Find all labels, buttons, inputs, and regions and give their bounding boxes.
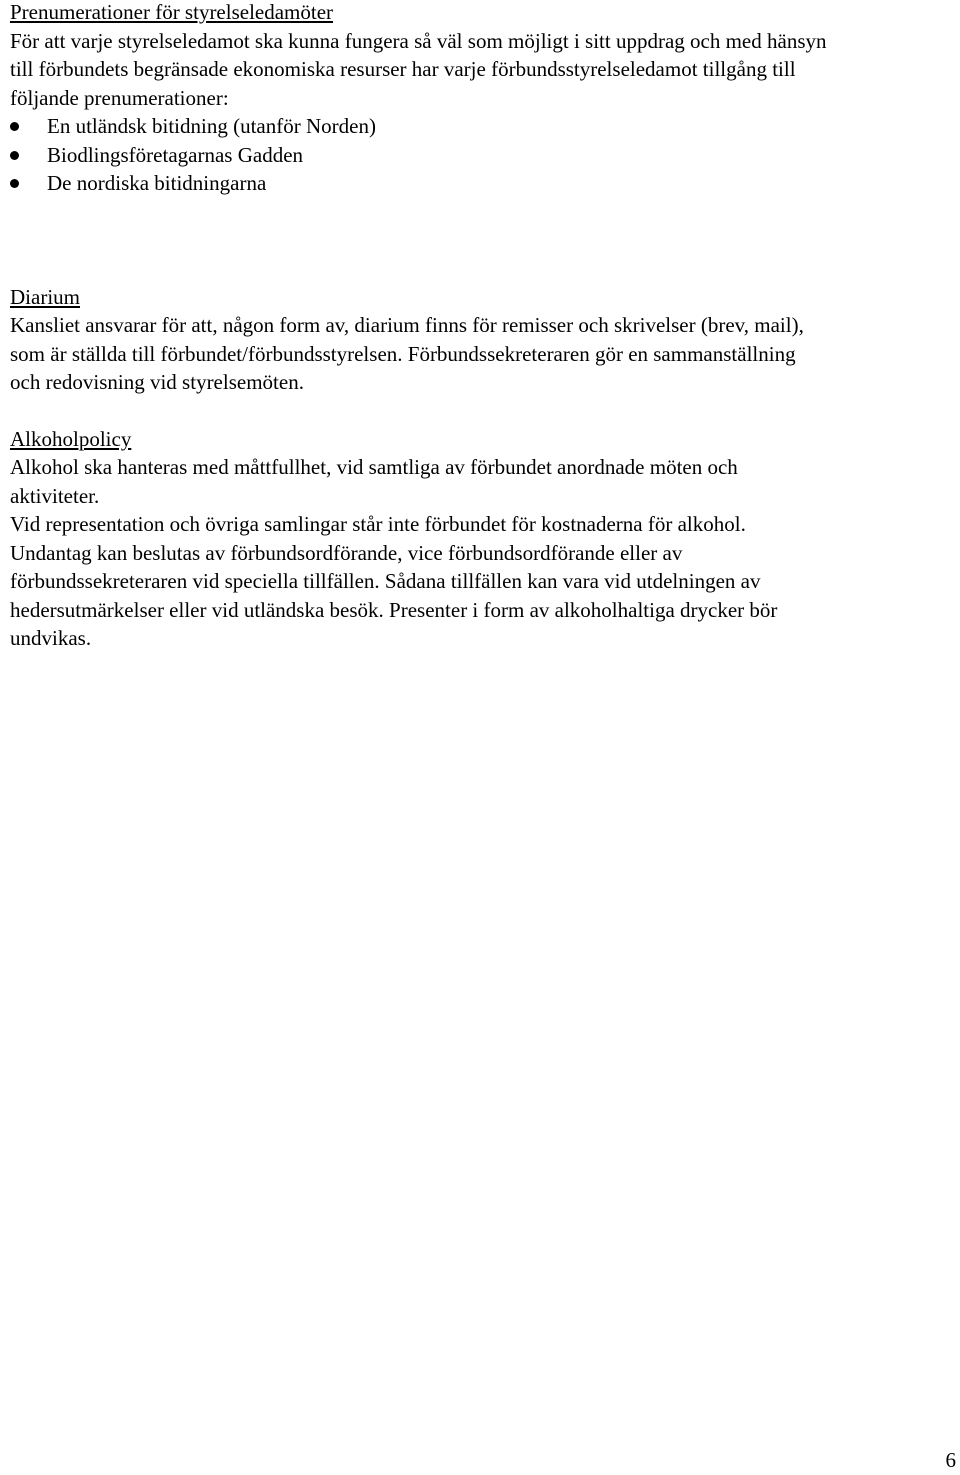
- paragraph-line: som är ställda till förbundet/förbundsstyrelsen. Förbundssekreteraren gör en sammanställning: [10, 341, 796, 366]
- paragraph-line: Kansliet ansvarar för att, någon form av, diarium finns för remisser och skrivelser (brev, mail),: [10, 313, 804, 337]
- paragraph-line: till förbundets begränsade ekonomiska resurser har varje förbundsstyrelseledamot tillgång till: [10, 57, 796, 81]
- spacer: [10, 198, 950, 283]
- section-alkoholpolicy: [10, 425, 950, 653]
- page-number: 6: [945, 1448, 956, 1472]
- paragraph-line: För att varje styrelseledamot ska kunna fungera så väl som möjligt i sitt uppdrag och med hänsyn: [10, 28, 827, 53]
- paragraph-line: och redovisning vid styrelsemöten.: [10, 370, 304, 394]
- list-item: En utländsk bitidning (utanför Norden): [10, 112, 950, 141]
- section-heading-diarium: Diarium: [10, 284, 80, 309]
- section-heading-prenumerationer: Prenumerationer för styrelseledamöter: [10, 0, 334, 24]
- section-heading-alkoholpolicy: Alkoholpolicy: [10, 426, 132, 451]
- list-item: Biodlingsföretagarnas Gadden: [10, 141, 950, 170]
- subscription-list: [10, 112, 950, 198]
- paragraph-line: aktiviteter.: [10, 483, 100, 508]
- paragraph-line: Undantag kan beslutas av förbundsordförande, vice förbundsordförande eller av: [10, 540, 683, 565]
- section-prenumerationer: [10, 0, 950, 198]
- document-page: [10, 0, 950, 653]
- paragraph-line: förbundssekreteraren vid speciella tillfällen. Sådana tillfällen kan vara vid utdelningen av: [10, 569, 761, 593]
- section-diarium: [10, 283, 950, 397]
- spacer: [10, 397, 950, 425]
- paragraph-line: hedersutmärkelser eller vid utländska besök. Presenter i form av alkoholhaltiga drycker bör: [10, 597, 778, 622]
- list-item: De nordiska bitidningarna: [10, 169, 950, 198]
- paragraph-line: följande prenumerationer:: [10, 85, 229, 110]
- paragraph-line: Alkohol ska hanteras med måttfullhet, vid samtliga av förbundet anordnade möten och: [10, 455, 738, 479]
- paragraph-line: undvikas.: [10, 626, 92, 650]
- paragraph-line: Vid representation och övriga samlingar står inte förbundet för kostnaderna för alkohol.: [10, 512, 746, 536]
